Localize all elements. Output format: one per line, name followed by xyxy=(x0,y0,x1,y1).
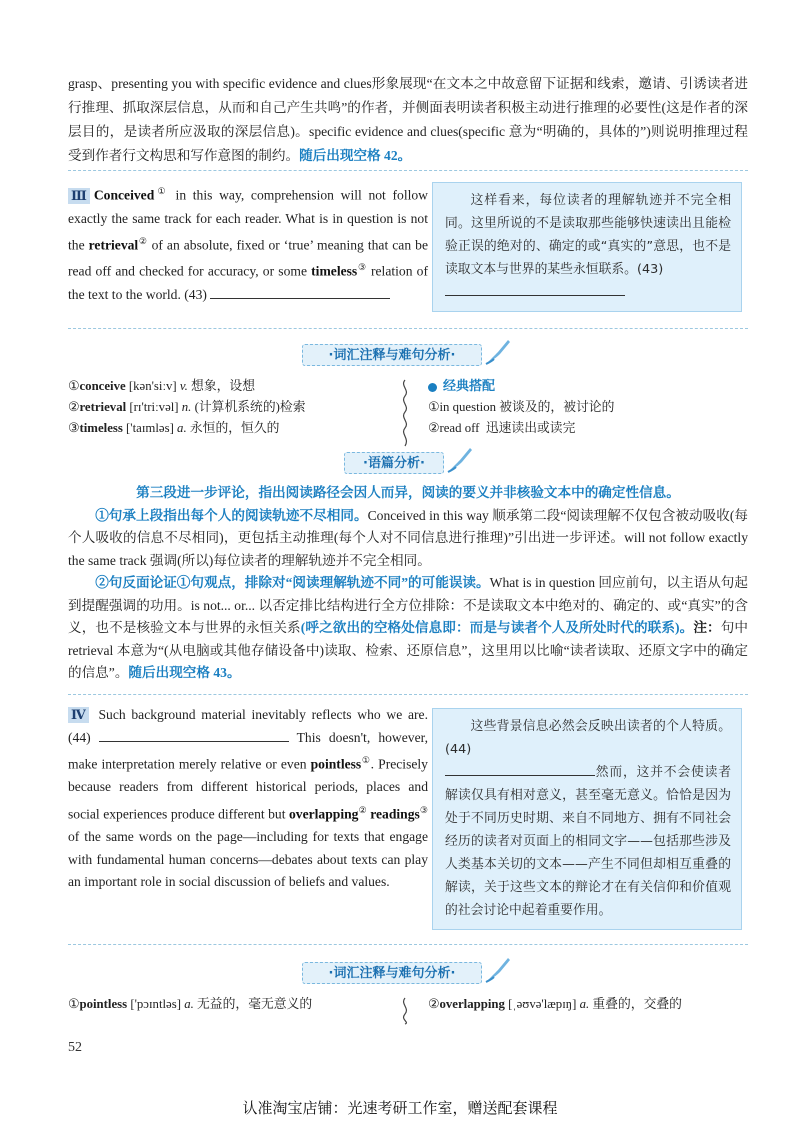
passage-paragraph-3 xyxy=(68,180,428,306)
passage-text: . Precisely because readers from different historical periods, places and social experiences produce different but xyxy=(68,756,428,822)
brush-icon xyxy=(484,336,512,366)
intro-paragraph xyxy=(68,72,748,168)
footer-banner: 认准淘宝店铺：光速考研工作室，赠送配套课程 xyxy=(242,1099,558,1117)
vocab-item: ①conceive [kən'siːv] v. 想象，设想 xyxy=(68,379,256,393)
paragraph-number: Ⅳ xyxy=(68,707,89,723)
vocab-word: retrieval xyxy=(88,237,139,253)
vocab-word: overlapping xyxy=(288,806,359,822)
answer-blank[interactable] xyxy=(99,727,289,742)
intro-text: grasp、presenting you with specific evidence and clues形象展现“在文本之中故意留下证据和线索，邀请、引诱读者进行推理、抓取深层信息，从而和自己产生共鸣”的作者，并侧面表明读者积极主动进行推理的必要性(这是作者的深层目的，是读者所应汲取的深层信息)。specific evidence and clues(specific 意为“明确的，具体的”)则说明推理过程受到作者行文构思和写作意图的制约。 xyxy=(68,76,748,163)
divider xyxy=(68,170,748,171)
vocab-item: ②retrieval [rɪ'triːvəl] n. (计算机系统的)检索 xyxy=(68,400,306,414)
footnote-mark: ③ xyxy=(357,262,367,273)
translation-text: 这些背景信息必然会反映出读者的个人特质。(44) xyxy=(445,719,731,757)
translation-box-4 xyxy=(432,708,742,930)
vocab-item: ①pointless ['pɔɪntləs] a. 无益的，毫无意义的 xyxy=(68,997,313,1011)
intro-blank-ref: 随后出现空格 42。 xyxy=(299,148,412,163)
collocation-title: 经典搭配 xyxy=(443,379,496,394)
section-heading-vocab: ·词汇注释与难句分析· xyxy=(302,344,482,366)
divider xyxy=(68,694,748,695)
vocab-item: ②overlapping [ˌəʊvə'læpɪŋ] a. 重叠的，交叠的 xyxy=(428,997,682,1011)
squiggle-divider xyxy=(398,378,412,448)
footnote-mark: ① xyxy=(361,755,371,766)
brush-icon xyxy=(446,444,474,474)
answer-blank[interactable] xyxy=(445,281,625,296)
divider xyxy=(68,944,748,945)
collocation-item: ①in question 被谈及的，被讨论的 xyxy=(428,400,615,414)
footnote-mark: ② xyxy=(138,235,148,246)
translation-text: 然而，这并不会使读者解读仅具有相对意义，甚至毫无意义。恰恰是因为处于不同历史时期、来自不同地方、拥有不同社会经历的读者对页面上的相同文字——包括那些涉及人类基本关切的文本——产生不同但却相互重叠的解读，关于这些文本的辩论才在有关信仰和价值观的社会讨论中起着重要作用。 xyxy=(445,765,731,918)
vocab-word: pointless xyxy=(310,756,362,772)
analysis-lead: 第三段进一步评论，指出阅读路径会因人而异，阅读的要义并非核验文本中的确定性信息。 xyxy=(136,485,680,500)
collocation-list xyxy=(428,376,728,439)
section-heading-vocab: ·词汇注释与难句分析· xyxy=(302,962,482,984)
answer-blank[interactable] xyxy=(210,284,390,299)
analysis-point-1: ①句承上段指出每个人的阅读轨迹不尽相同。Conceived in this way 顺承第二段“阅读理解不仅包含被动吸收(每个人吸收的信息不尽相同)，更包括主动推理(每个人对不同信息进行推理)”引出进一步评述。will not follow exactly the same track 强调(所以)每位读者的理解轨迹并不完全相同。 xyxy=(68,507,748,568)
passage-text: relation of the text to the world. (43) xyxy=(68,263,429,302)
passage-text: of an absolute, fixed or ‘true’ meaning that can be read off and checked for accuracy, or some xyxy=(68,237,428,279)
analysis-point-2: ②句反面论证①句观点，排除对“阅读理解轨迹不同”的可能误读。What is in question 回应前句，以主语从句起到提醒强调的功用。is not... or... 以否定排比结构进行全方位排除：不是读取文本中绝对的、确定的、或“真实”的含义，也不是核验文本与世界的永恒关系(呼之欲出的空格处信息即：而是与读者个人及所处时代的联系)。注：句中 retrieval 本意为“(从电脑或其他存储设备中)读取、检索、还原信息”，这里用以比喻“读者读取、还原文字中的确定的信息”。随后出现空格 43。 xyxy=(68,575,749,680)
divider xyxy=(68,328,748,329)
translation-box-3 xyxy=(432,182,742,312)
translation-text: 这样看来，每位读者的理解轨迹并不完全相同。这里所说的不是读取那些能够快速读出且能检验正误的绝对的、确定的或“真实的”意思，也不是读取文本与世界的某些永恒联系。(43) xyxy=(445,193,731,277)
squiggle-divider xyxy=(398,996,412,1026)
vocab-word: timeless xyxy=(311,263,358,279)
answer-blank[interactable] xyxy=(445,761,595,776)
passage-text: in this way, comprehension will not follow exactly the same track for each reader. What is in question is not the xyxy=(68,187,428,253)
section-heading-discourse: ·语篇分析· xyxy=(344,452,444,474)
footnote-mark: ① xyxy=(154,186,169,196)
passage-text: Such background material inevitably reflects who we are. (44) xyxy=(68,707,428,745)
bullet-icon xyxy=(428,383,437,392)
footnote-mark: ③ xyxy=(419,804,428,815)
vocab-word: readings xyxy=(370,806,420,822)
paragraph-number: Ⅲ xyxy=(68,188,90,204)
vocab-list xyxy=(428,994,738,1015)
passage-text: of the same words on the page—including for texts that engage with fundamental human concerns—debates about texts can play an important role in social discussion of beliefs and values. xyxy=(68,829,428,890)
passage-paragraph-4 xyxy=(68,704,428,894)
vocab-item: ③timeless ['taɪmləs] a. 永恒的，恒久的 xyxy=(68,421,280,435)
discourse-analysis xyxy=(68,482,748,685)
page-number: 52 xyxy=(68,1040,82,1055)
vocab-list xyxy=(68,994,388,1015)
footnote-mark: ② xyxy=(358,804,367,815)
collocation-item: ②read off 迅速读出或读完 xyxy=(428,421,576,435)
vocab-word: Conceived xyxy=(93,187,155,203)
vocab-list xyxy=(68,376,388,439)
brush-icon xyxy=(484,954,512,984)
passage-text: This doesn't, however, make interpretation merely relative or even xyxy=(68,729,428,772)
